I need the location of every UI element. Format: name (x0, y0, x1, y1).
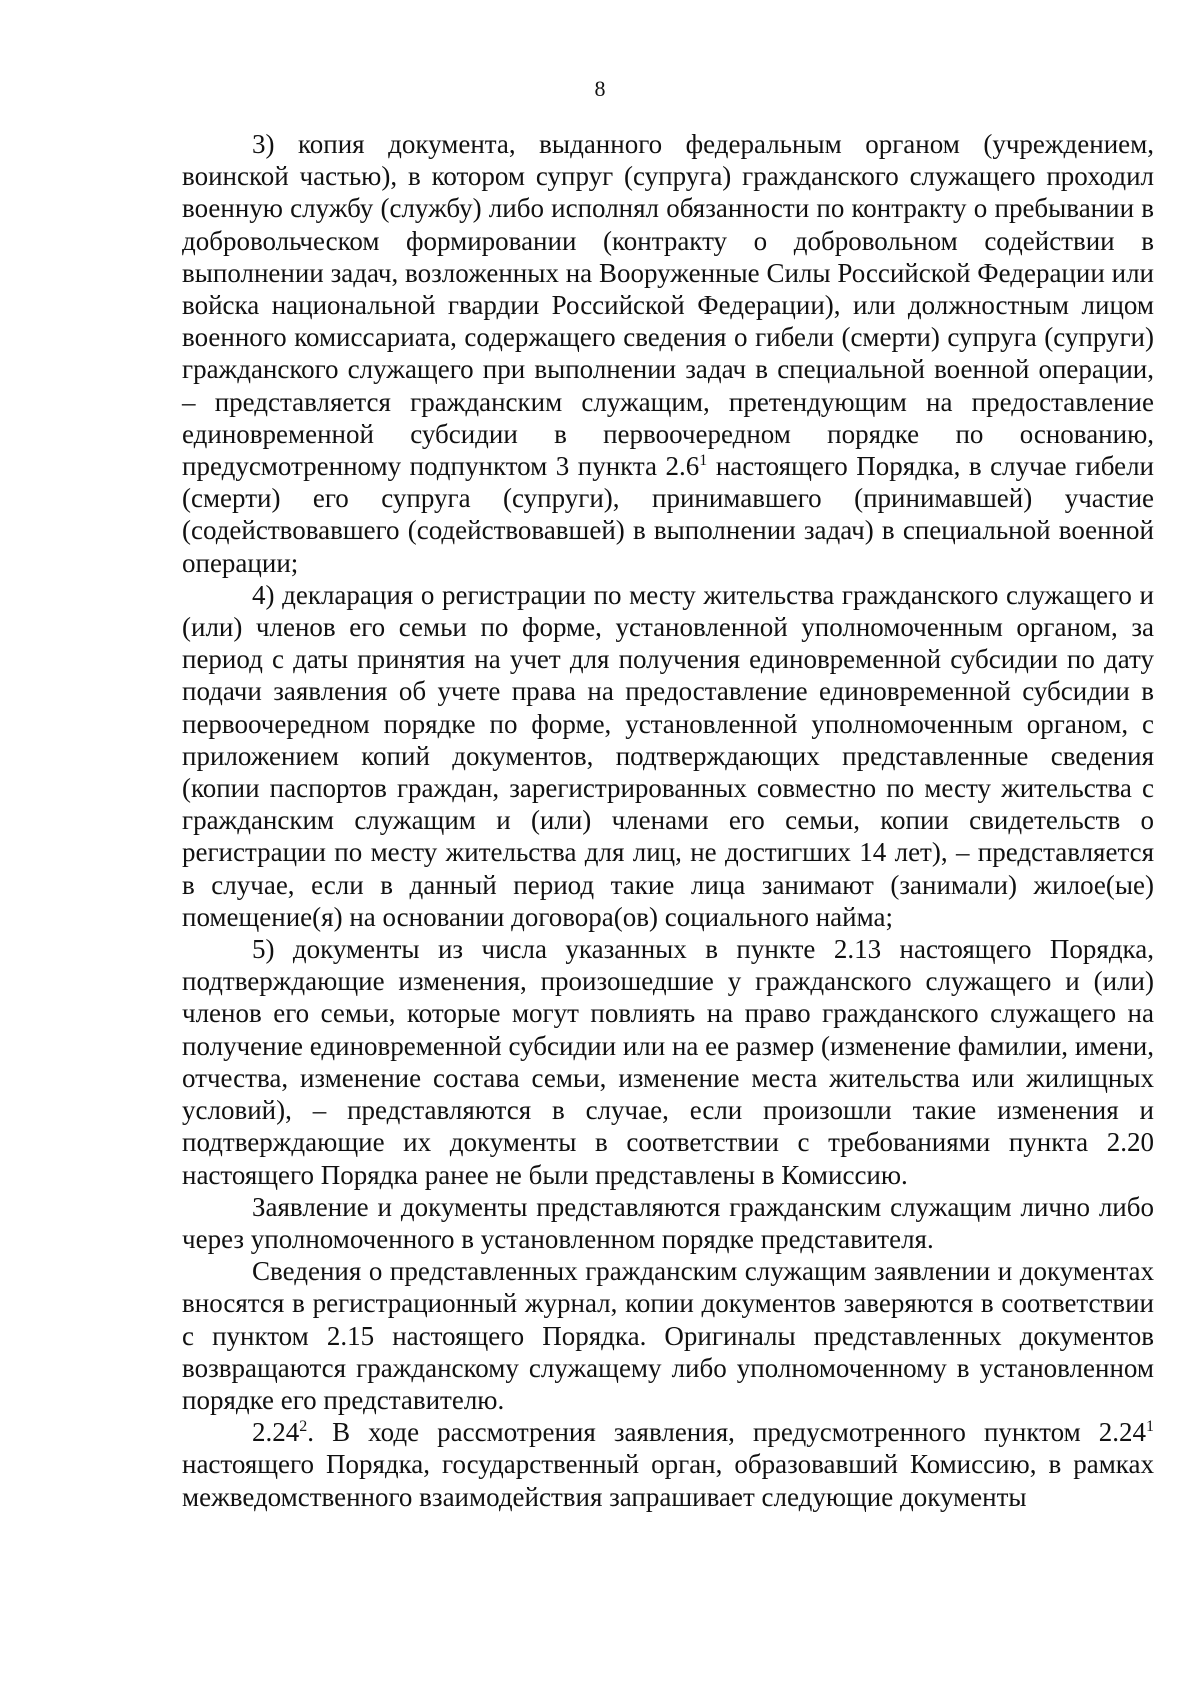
superscript-1-b: 1 (1146, 1418, 1154, 1436)
paragraph-2-24-2-text: . В ходе рассмотрения заявления, предусмотренного пунктом 2.24 (307, 1417, 1146, 1448)
clause-number: 2.24 (252, 1417, 300, 1448)
paragraph-2-24-2 (182, 1416, 1154, 1513)
paragraph-item-5-text: 5) документы из числа указанных в пункте 2.13 настоящего Порядка, подтверждающие изменения, произошедшие у гражданского служащего и (или) членов его семьи, которые могут повлиять на право гражданского служащего на получение единовременной субсидии или на ее размер (изменение фамилии, имени, отчества, изменение состава семьи, изменение места жительства или жилищных условий), – представляются в случае, если произошли такие изменения и подтверждающие их документы в соответствии с требованиями пункта 2.20 настоящего Порядка ранее не были представлены в Комиссию. (182, 934, 1154, 1190)
paragraph-item-3-text: 3) копия документа, выданного федеральным органом (учреждением, воинской частью), в котором супруг (супруга) гражданского служащего проходил военную службу (службу) либо исполнял обязанности по контракту о пребывании в добровольческом формировании (контракту о добровольном содействии в выполнении задач, возложенных на Вооруженные Силы Российской Федерации или войска национальной гвардии Российской Федерации), или должностным лицом военного комиссариата, содержащего сведения о гибели (смерти) супруга (супруги) гражданского служащего при выполнении задач в специальной военной операции, – представляется гражданским служащим, претендующим на предоставление единовременной субсидии в первоочередном порядке по основанию, предусмотренному подпунктом 3 пункта 2.6 (182, 129, 1154, 482)
paragraph-item-3-text-cont: настоящего Порядка, в случае гибели (смерти) его супруга (супруги), принимавшего (принимавшей) участие (содействовавшего (содействовавшей) в выполнении задач) в специальной военной операции; (182, 451, 1154, 578)
superscript-1: 1 (699, 452, 708, 470)
document-body (182, 128, 1154, 1513)
paragraph-item-3 (182, 128, 1154, 579)
page-number: 8 (594, 76, 606, 101)
paragraph-2-24-2-text-cont: настоящего Порядка, государственный орган, образовавший Комиссию, в рамках межведомственного взаимодействия запрашивает следующие документы (182, 1449, 1154, 1512)
paragraph-item-4: 4) декларация о регистрации по месту жительства гражданского служащего и (или) членов его семьи по форме, установленной уполномоченным органом, за период с даты принятия на учет для получения единовременной субсидии по дату подачи заявления об учете права на предоставление единовременной субсидии в первоочередном порядке по форме, установленной уполномоченным органом, с приложением копий документов, подтверждающих представленные сведения (копии паспортов граждан, зарегистрированных совместно по месту жительства с гражданским служащим и (или) членами его семьи, копии свидетельств о регистрации по месту жительства для лиц, не достигших 14 лет), – представляется в случае, если в данный период такие лица занимают (занимали) жилое(ые) помещение(я) на основании договора(ов) социального найма; (182, 579, 1154, 932)
superscript-2: 2 (299, 1418, 308, 1436)
paragraph-submission: Заявление и документы представляются гражданским служащим лично либо через уполномоченного в установленном порядке представителя. (182, 1191, 1154, 1254)
paragraph-item-5 (182, 933, 1154, 1191)
paragraph-registration: Сведения о представленных гражданским служащим заявлении и документах вносятся в регистрационный журнал, копии документов заверяются в соответствии с пунктом 2.15 настоящего Порядка. Оригиналы представленных документов возвращаются гражданскому служащему либо уполномоченному в установленном порядке его представителю. (182, 1256, 1154, 1415)
